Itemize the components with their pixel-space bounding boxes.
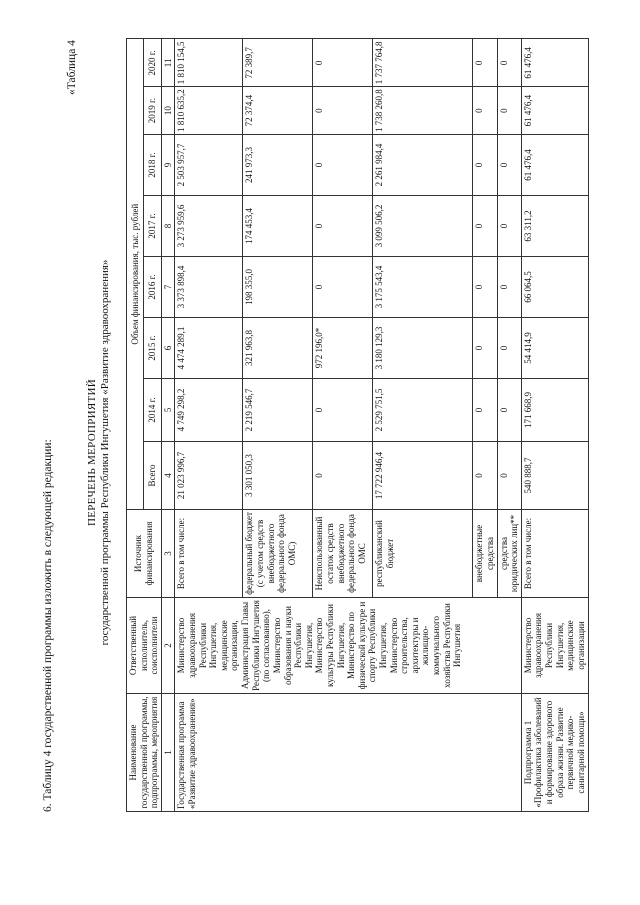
header-year-2018: 2018 г.: [144, 135, 161, 196]
value-cell: 3 273 959,6: [175, 196, 243, 257]
value-cell: 198 355,0: [243, 257, 313, 318]
value-cell: 0: [473, 87, 497, 135]
header-total: Всего: [144, 442, 161, 510]
value-cell: 0: [497, 196, 521, 257]
value-cell: 0: [473, 257, 497, 318]
value-cell: 3 099 506,2: [373, 196, 473, 257]
table-row: [175, 39, 243, 812]
value-cell: 3 180 129,3: [373, 318, 473, 379]
value-cell: 0: [497, 87, 521, 135]
column-number: 1: [161, 694, 175, 812]
value-cell: 0: [473, 39, 497, 87]
value-cell: 0: [313, 87, 373, 135]
source-cell: средства юридических лиц**: [497, 510, 521, 598]
value-cell: 0: [473, 196, 497, 257]
value-cell: 0: [473, 318, 497, 379]
value-cell: 1 810 154,5: [175, 39, 243, 87]
column-number: 3: [161, 510, 175, 598]
source-cell: Неиспользованный остаток средств внебюджетного федерального фонда ОМС: [313, 510, 373, 598]
value-cell: 540 888,7: [521, 442, 588, 510]
value-cell: 61 476,4: [521, 39, 588, 87]
value-cell: 63 311,2: [521, 196, 588, 257]
value-cell: 61 476,4: [521, 135, 588, 196]
column-number: 6: [161, 318, 175, 379]
column-number-row: [161, 39, 175, 812]
column-number: 2: [161, 598, 175, 694]
value-cell: 3 175 543,4: [373, 257, 473, 318]
value-cell: 972 196,0*: [313, 318, 373, 379]
header-name: Наименование государственной программы, подпрограммы, мероприятия: [127, 694, 162, 812]
intro-text: 6. Таблицу 4 государственной программы изложить в следующей редакции:: [42, 439, 54, 812]
document-title: ПЕРЕЧЕНЬ МЕРОПРИЯТИЙ: [86, 378, 98, 527]
value-cell: 21 023 996,7: [175, 442, 243, 510]
source-cell: республиканский бюджет: [373, 510, 473, 598]
program-name: Государственная программа «Развитие здравоохранения»: [175, 694, 521, 812]
header-year-2015: 2015 г.: [144, 318, 161, 379]
header-year-2019: 2019 г.: [144, 87, 161, 135]
header-row-1: [127, 39, 144, 812]
value-cell: 0: [497, 135, 521, 196]
value-cell: 1 737 764,8: [373, 39, 473, 87]
document-subtitle: государственной программы Республики Ингушетия «Развитие здравоохранения»: [99, 259, 111, 646]
column-number: 9: [161, 135, 175, 196]
program-responsible: Министерство здравоохранения Республики Ингушетия, медицинские организации, Администрация Главы Республики Ингушетия (по согласованию), Министерство образования и науки Республики Ингушетия, Министерство культуры Республики Ингушетия, Министерство по физической культуре и спорту Республики Ингушетия, Министерство строительства, архитектуры и жилищно-коммунального хозяйства Республики Ингушетия: [175, 598, 521, 694]
value-cell: 171 668,9: [521, 379, 588, 442]
value-cell: 0: [497, 257, 521, 318]
value-cell: 66 064,5: [521, 257, 588, 318]
column-number: 5: [161, 379, 175, 442]
column-number: 11: [161, 39, 175, 87]
value-cell: 0: [497, 379, 521, 442]
subprogram-name: Подпрограмма 1 «Профилактика заболеваний и формирование здорового образа жизни. Развитие первичной медико-санитарной помощи»: [521, 694, 588, 812]
header-funding-group: Объем финансирования, тыс. рублей: [127, 39, 144, 510]
value-cell: 1 738 260,8: [373, 87, 473, 135]
value-cell: 0: [473, 135, 497, 196]
value-cell: 0: [497, 442, 521, 510]
table-row: [521, 39, 588, 812]
value-cell: 2 261 984,4: [373, 135, 473, 196]
value-cell: 2 529 751,5: [373, 379, 473, 442]
value-cell: 17 722 946,4: [373, 442, 473, 510]
value-cell: 0: [473, 442, 497, 510]
header-responsible: Ответственный исполнитель, соисполнители: [127, 598, 162, 694]
value-cell: 0: [313, 257, 373, 318]
header-year-2020: 2020 г.: [144, 39, 161, 87]
activities-table: [126, 39, 589, 813]
value-cell: 2 219 546,7: [243, 379, 313, 442]
subprogram-responsible: Министерство здравоохранения Республики Ингушетия, медицинские организации: [521, 598, 588, 694]
value-cell: 4 749 298,2: [175, 379, 243, 442]
header-source: Источник финансирования: [127, 510, 162, 598]
value-cell: 72 389,7: [243, 39, 313, 87]
column-number: 8: [161, 196, 175, 257]
value-cell: 3 301 050,3: [243, 442, 313, 510]
source-cell: Всего в том числе:: [521, 510, 588, 598]
value-cell: 174 453,4: [243, 196, 313, 257]
value-cell: 0: [313, 39, 373, 87]
column-number: 7: [161, 257, 175, 318]
value-cell: 0: [497, 39, 521, 87]
value-cell: 1 810 635,2: [175, 87, 243, 135]
column-number: 10: [161, 87, 175, 135]
value-cell: 241 973,3: [243, 135, 313, 196]
value-cell: 2 503 957,7: [175, 135, 243, 196]
header-year-2017: 2017 г.: [144, 196, 161, 257]
source-cell: Всего в том числе:: [175, 510, 243, 598]
table-number-label: «Таблица 4: [66, 40, 78, 95]
value-cell: 0: [313, 379, 373, 442]
header-year-2014: 2014 г.: [144, 379, 161, 442]
value-cell: 61 476,4: [521, 87, 588, 135]
value-cell: 0: [313, 135, 373, 196]
column-number: 4: [161, 442, 175, 510]
value-cell: 54 414,9: [521, 318, 588, 379]
value-cell: 4 474 289,1: [175, 318, 243, 379]
value-cell: 321 963,8: [243, 318, 313, 379]
source-cell: внебюджетные средства: [473, 510, 497, 598]
value-cell: 0: [313, 196, 373, 257]
value-cell: 0: [313, 442, 373, 510]
header-year-2016: 2016 г.: [144, 257, 161, 318]
value-cell: 0: [473, 379, 497, 442]
value-cell: 72 374,4: [243, 87, 313, 135]
source-cell: федеральный бюджет (с учетом средств внебюджетного федерального фонда ОМС): [243, 510, 313, 598]
value-cell: 3 373 898,4: [175, 257, 243, 318]
value-cell: 0: [497, 318, 521, 379]
